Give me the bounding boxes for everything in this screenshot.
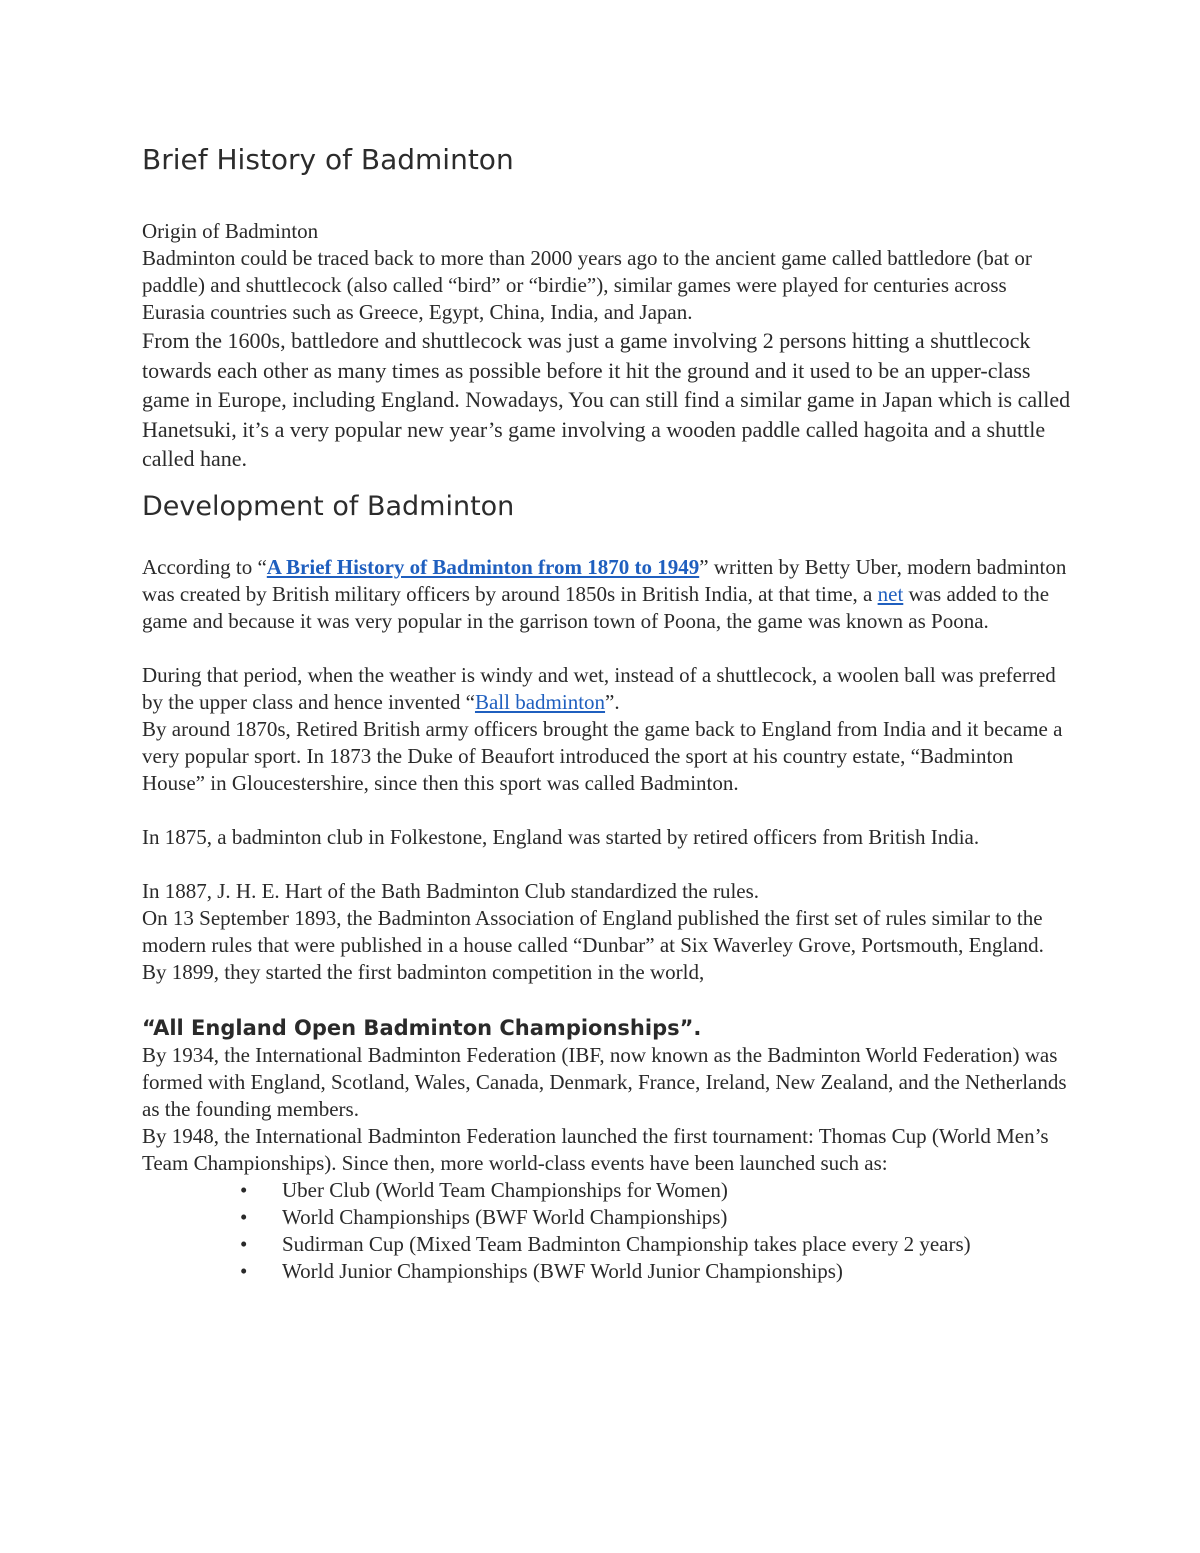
bullet-icon: • bbox=[240, 1177, 248, 1202]
spacer bbox=[142, 797, 1072, 824]
origin-heading: Origin of Badminton bbox=[142, 219, 319, 243]
text-span: was added to the game and because it was very popular in the garrison town of Poona, the game was known as Poona. bbox=[142, 581, 1050, 633]
list-item bbox=[240, 1258, 1072, 1285]
development-paragraph-3: By around 1870s, Retired British army officers brought the game back to England from India and it became a very popular sport. In 1873 the Duke of Beaufort introduced the sport at his country estate, “Badminton House” in Gloucestershire, since then this sport was called Badminton. bbox=[142, 716, 1063, 795]
list-item bbox=[240, 1177, 1072, 1204]
spacer bbox=[142, 986, 1072, 1000]
page-title: Brief History of Badminton bbox=[142, 143, 514, 176]
development-paragraph-1 bbox=[142, 554, 1072, 635]
net-link[interactable]: net bbox=[877, 581, 904, 606]
ball-badminton-link[interactable]: Ball badminton bbox=[474, 689, 606, 714]
spacer bbox=[142, 1000, 1072, 1014]
text-span: During that period, when the weather is windy and wet, instead of a shuttlecock, a woolen ball was preferred by the upper class and hence invented “ bbox=[142, 662, 1056, 714]
championships-heading: “All England Open Badminton Championships”. bbox=[142, 1015, 702, 1040]
bullet-icon: • bbox=[240, 1231, 248, 1256]
championships-section bbox=[142, 1042, 1072, 1285]
development-heading: Development of Badminton bbox=[142, 490, 515, 522]
text-span: ”. bbox=[605, 689, 620, 714]
origin-section bbox=[142, 218, 1072, 474]
spacer bbox=[142, 635, 1072, 662]
event-label: Sudirman Cup (Mixed Team Badminton Championship takes place every 2 years) bbox=[282, 1231, 971, 1256]
brief-history-link[interactable]: A Brief History of Badminton from 1870 to 1949 bbox=[266, 554, 700, 579]
development-paragraph-6: On 13 September 1893, the Badminton Association of England published the first set of rules similar to the modern rules that were published in a house called “Dunbar” at Six Waverley Grove, Portsmouth, England. By 1899, they started the first badminton competition in the world, bbox=[142, 905, 1044, 984]
event-label: Uber Club (World Team Championships for Women) bbox=[282, 1177, 728, 1202]
event-label: World Junior Championships (BWF World Junior Championships) bbox=[282, 1258, 843, 1283]
championships-paragraph-2: By 1948, the International Badminton Federation launched the first tournament: Thomas Cup (World Men’s Team Championships). Since then, more world-class events have been launched such as: bbox=[142, 1123, 1049, 1175]
bullet-icon: • bbox=[240, 1204, 248, 1229]
text-span: ” written by Betty Uber, modern badminton was created by British military officers by around 1850s in British India, at that time, a bbox=[142, 554, 1067, 606]
text-span: According to “ bbox=[142, 554, 267, 579]
list-item bbox=[240, 1231, 1072, 1258]
origin-paragraph-2: From the 1600s, battledore and shuttlecock was just a game involving 2 persons hitting a shuttlecock towards each other as many times as possible before it hit the ground and it used to be an upper-class game in Europe, including England. Nowadays, You can still find a similar game in Japan which is called Hanetsuki, it’s a very popular new year’s game involving a wooden paddle called hagoita and a shuttle called hane. bbox=[142, 328, 1071, 471]
bullet-icon: • bbox=[240, 1258, 248, 1283]
event-label: World Championships (BWF World Championships) bbox=[282, 1204, 728, 1229]
development-paragraph-4: In 1875, a badminton club in Folkestone, England was started by retired officers from British India. bbox=[142, 824, 980, 849]
document-page bbox=[142, 140, 1072, 1285]
list-item bbox=[240, 1204, 1072, 1231]
development-paragraph-5: In 1887, J. H. E. Hart of the Bath Badminton Club standardized the rules. bbox=[142, 878, 760, 903]
origin-paragraph-1: Badminton could be traced back to more than 2000 years ago to the ancient game called battledore (bat or paddle) and shuttlecock (also called “bird” or “birdie”), similar games were played for centuries across Eurasia countries such as Greece, Egypt, China, India, and Japan. bbox=[142, 246, 1032, 324]
events-list bbox=[142, 1177, 1072, 1285]
development-paragraph-2 bbox=[142, 662, 1072, 716]
spacer bbox=[142, 851, 1072, 878]
development-section bbox=[142, 554, 1072, 986]
championships-paragraph-1: By 1934, the International Badminton Federation (IBF, now known as the Badminton World Federation) was formed with England, Scotland, Wales, Canada, Denmark, France, Ireland, New Zealand, and the Netherlands as the founding members. bbox=[142, 1042, 1067, 1121]
